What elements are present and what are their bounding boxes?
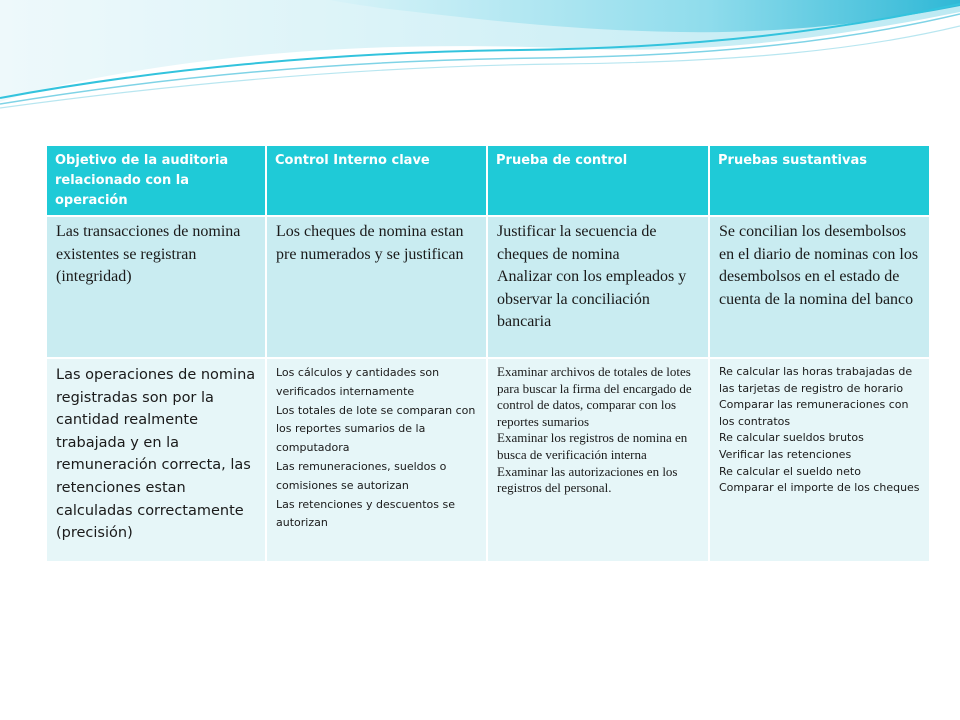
cell-text: Re calcular sueldos brutos — [719, 431, 864, 445]
header-objetivo: Objetivo de la auditoria relacionado con la operación — [47, 146, 266, 216]
table-cell — [266, 216, 487, 358]
cell-text: Verificar las retenciones — [719, 447, 852, 461]
header-pruebas-sustantivas: Pruebas sustantivas — [709, 146, 929, 216]
decorative-wave-banner — [0, 0, 960, 120]
cell-text: Comparar el importe de los cheques — [719, 481, 920, 495]
header-prueba-control: Prueba de control — [487, 146, 709, 216]
cell-text: Justificar la secuencia de cheques de nomina — [497, 223, 657, 263]
cell-text: Los cálculos y cantidades son verificados internamente — [276, 366, 440, 398]
cell-text: Analizar con los empleados y observar la conciliación bancaria — [497, 268, 687, 330]
cell-text: Las transacciones de nomina existentes se registran (integridad) — [56, 223, 241, 285]
table-header-row — [47, 146, 929, 216]
table-cell — [487, 358, 709, 562]
cell-text: Comparar las remuneraciones con los contratos — [719, 398, 909, 428]
table-row — [47, 358, 929, 562]
table-row — [47, 216, 929, 358]
table-cell — [709, 358, 929, 562]
cell-text: Re calcular las horas trabajadas de las tarjetas de registro de horario — [719, 365, 913, 395]
table-cell — [709, 216, 929, 358]
cell-text: Los totales de lote se comparan con los reportes sumarios de la computadora — [276, 403, 476, 455]
table-cell — [266, 358, 487, 562]
table-cell — [487, 216, 709, 358]
cell-text: Re calcular el sueldo neto — [719, 464, 861, 478]
cell-text: Examinar las autorizaciones en los registros del personal. — [497, 463, 678, 496]
table-cell — [47, 216, 266, 358]
header-control-interno: Control Interno clave — [266, 146, 487, 216]
cell-text: Las retenciones y descuentos se autorizan — [276, 497, 456, 530]
cell-text: Las remuneraciones, sueldos o comisiones se autorizan — [276, 459, 447, 492]
audit-table — [47, 146, 929, 563]
cell-text: Examinar archivos de totales de lotes para buscar la firma del encargado de control de datos, comparar con los reportes sumarios — [497, 364, 692, 429]
cell-text: Las operaciones de nomina registradas son por la cantidad realmente trabajada y en la remuneración correcta, las retenciones estan calculadas correctamente (precisión) — [56, 367, 256, 542]
cell-text: Los cheques de nomina estan pre numerados y se justifican — [276, 223, 464, 263]
table-cell — [47, 358, 266, 562]
cell-text: Se concilian los desembolsos en el diario de nominas con los desembolsos en el estado de cuenta de la nomina del banco — [719, 223, 919, 308]
cell-text: Examinar los registros de nomina en busca de verificación interna — [497, 430, 688, 462]
